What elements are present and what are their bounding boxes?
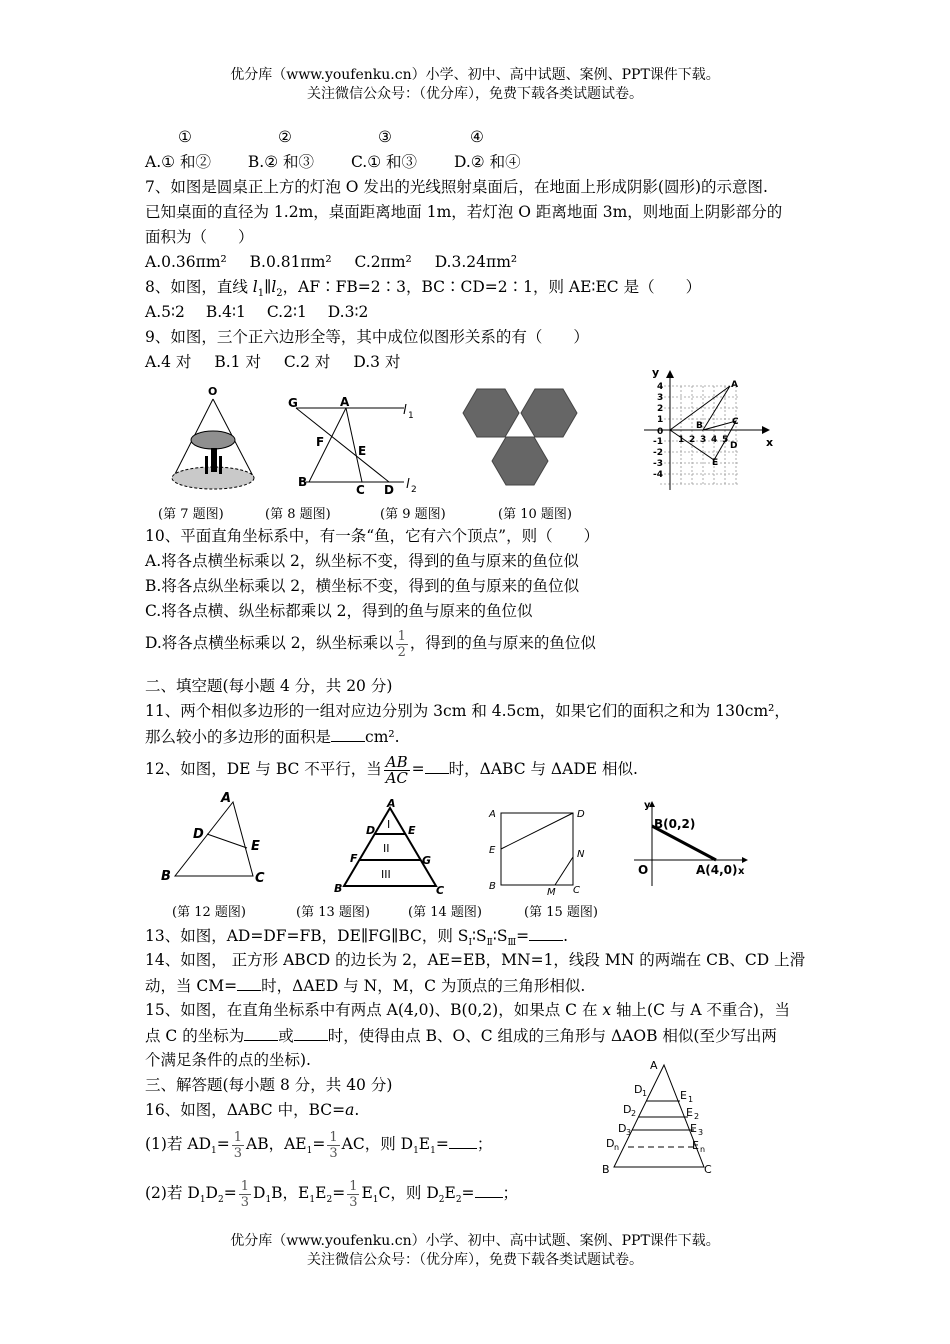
fig10-label-y: y: [652, 366, 660, 379]
fig15-label-b: B(0,2): [654, 817, 696, 831]
q15-line-1-b: 轴上(C 与 A 不重合)，当: [611, 1001, 790, 1019]
q7-line-3: 面积为（ ）: [145, 228, 254, 246]
q13-answer-blank[interactable]: [529, 924, 563, 941]
q16-part-2: [145, 1175, 518, 1218]
q10-frac-num: 1: [397, 628, 406, 644]
fig10-xtick: 2: [689, 435, 696, 445]
fig8-label-f: F: [316, 435, 325, 449]
q9-option-a: A.4 对: [145, 353, 192, 371]
fig8-line-ab: [309, 408, 346, 482]
fig12-label-a: A: [221, 791, 232, 806]
caption-fig-10: (第 10 题图): [498, 507, 572, 522]
fig16-label-d1-sub: 1: [642, 1089, 648, 1098]
section-2-title: 二、填空题(每小题 4 分，共 20 分): [145, 677, 393, 695]
q13-end: .: [563, 927, 569, 945]
figure-10: [640, 366, 780, 494]
figure-16: [598, 1055, 728, 1177]
fig16-label-dn: D: [606, 1137, 615, 1150]
fig10-xtick: 3: [700, 435, 707, 445]
fig8-label-l2: l: [406, 477, 410, 492]
fig15-label-a: A(4,0): [696, 863, 738, 877]
q11-line-2: [145, 725, 400, 748]
fig13-label-b: B: [334, 882, 343, 895]
q16-p2-sub: 1: [372, 1195, 379, 1206]
q14-line-2-a: 动，当 CM=: [145, 977, 238, 995]
q9-option-b: B.1 对: [214, 353, 261, 371]
circled-label-2: ②: [278, 128, 292, 146]
q8-l2: l: [271, 278, 277, 296]
q6-option-a: A.① 和②: [145, 153, 211, 171]
fig10-y-arrow: [666, 370, 674, 378]
q16-p2-fraction-1: [239, 1179, 251, 1210]
q9-stem: 9、如图，三个正六边形全等，其中成位似图形关系的有（ ）: [145, 328, 589, 346]
fig10-xtick: 5: [722, 435, 729, 445]
q11-answer-blank[interactable]: [331, 725, 365, 742]
q8-parallel: ∥: [264, 278, 272, 296]
q8-stem-b: ，AF∶FB=2∶3，BC∶CD=2∶1，则 AE∶EC 是（ ）: [282, 278, 702, 296]
q9-option-d: D.3 对: [353, 353, 401, 371]
fig12-label-b: B: [161, 869, 171, 884]
q15-line-1: [145, 999, 790, 1021]
fig8-label-g: G: [288, 396, 298, 410]
circled-label-3: ③: [378, 128, 392, 146]
fig12-label-d: D: [193, 827, 204, 842]
q8-option-b: B.4∶1: [205, 303, 246, 321]
q16-p2-sub: 2: [438, 1195, 445, 1206]
q10-option-a: A.将各点横坐标乘以 2，纵坐标不变，得到的鱼与原来的鱼位似: [145, 552, 579, 570]
fig7-table-leg-2: [205, 456, 208, 474]
fig14-label-n: N: [577, 849, 585, 860]
q16-stem-b: .: [354, 1101, 360, 1119]
fig10-xtick: 4: [711, 435, 718, 445]
header-line-1: 优分库（www.youfenku.cn）小学、初中、高中试题、案例、PPT课件下载。: [230, 67, 720, 83]
q12-eq: =: [411, 760, 425, 778]
q8-l1: l: [252, 278, 258, 296]
fig14-label-d: D: [577, 809, 585, 820]
fig14-label-m: M: [547, 887, 556, 898]
q16-p2-h: E: [444, 1184, 456, 1202]
q16-p1-sub: 1: [306, 1146, 313, 1157]
q13-sub-2: Ⅱ: [486, 938, 493, 949]
circled-label-1: ①: [178, 128, 192, 146]
section-3-title: 三、解答题(每小题 8 分，共 40 分): [145, 1076, 393, 1094]
fig8-label-l2-sub: 2: [411, 485, 417, 495]
q14-line-2: [145, 974, 585, 997]
q6-options: [145, 151, 521, 173]
q15-x: x: [602, 1001, 612, 1019]
q11-line-1: 11、两个相似多边形的一组对应边分别为 3cm 和 4.5cm，如果它们的面积之和为 130cm²，: [145, 702, 790, 720]
fig13-label-d: D: [366, 824, 376, 837]
fig10-ytick: -3: [653, 459, 663, 469]
fig8-label-l1: l: [403, 403, 407, 418]
fig15-segment-ab: [652, 826, 716, 860]
q16-p2-den: 3: [240, 1194, 249, 1210]
q15-line-3: 个满足条件的点的坐标).: [145, 1051, 311, 1069]
q16-stem-a: 16、如图，ΔABC 中，BC=: [145, 1101, 346, 1119]
fig9-hexagon-bottom: [492, 437, 548, 485]
q16-p2-sub: 1: [309, 1195, 316, 1206]
fig8-label-d: D: [384, 483, 394, 497]
fig16-label-e3: E: [690, 1122, 697, 1135]
fig10-label-c: C: [732, 417, 739, 427]
q16-p2-den: 3: [349, 1194, 358, 1210]
fig16-label-c: C: [704, 1163, 712, 1176]
caption-fig-14: (第 14 题图): [408, 905, 482, 920]
fig8-label-e: E: [358, 444, 367, 458]
fig16-label-a: A: [650, 1059, 658, 1072]
figure-14: [485, 803, 595, 898]
q12-fraction: [384, 752, 410, 787]
q16-p2-eq: =: [223, 1184, 237, 1202]
q16-p2-sub: 1: [199, 1195, 206, 1206]
fig7-tabletop: [191, 431, 235, 449]
q12-frac-num: AB: [385, 752, 408, 771]
header-line-2: 关注微信公众号：（优分库），免费下载各类试题试卷。: [307, 86, 643, 102]
q12-stem-b: 时，ΔABC 与 ΔADE 相似.: [448, 760, 638, 778]
circled-label-4: ④: [470, 128, 484, 146]
fig15-label-y: y: [644, 800, 651, 811]
q16-p2-answer-blank[interactable]: [475, 1181, 503, 1198]
fig15-x-arrow: [742, 857, 748, 863]
fig9-hexagon-left: [463, 389, 519, 437]
figure-8: [282, 388, 422, 500]
q16-p1-a: (1)若 AD: [145, 1135, 212, 1153]
q16-p1-num: 1: [233, 1129, 243, 1145]
q8-stem-a: 8、如图，直线: [145, 278, 253, 296]
q13-sep-2: ∶S: [492, 927, 508, 945]
figure-15: [630, 798, 755, 890]
fig15-label-x: x: [738, 866, 745, 877]
q10-option-d-b: ，得到的鱼与原来的鱼位似: [409, 634, 596, 652]
caption-fig-13: (第 13 题图): [296, 905, 370, 920]
fig10-ytick: 3: [657, 393, 664, 403]
caption-fig-12: (第 12 题图): [172, 905, 246, 920]
q16-p2-g: C，则 D: [378, 1184, 439, 1202]
fig12-label-e: E: [251, 839, 260, 854]
q15-line-2-c: 时，使得由点 B、O、C 组成的三角形与 ΔAOB 相似(至少写出两: [327, 1027, 777, 1045]
fig10-label-b: B: [696, 421, 703, 431]
figure-12: [155, 788, 275, 888]
fig10-ytick: 2: [657, 404, 664, 414]
q15-line-1-a: 15、如图，在直角坐标系中有两点 A(4,0)、B(0,2)，如果点 C 在: [145, 1001, 603, 1019]
q16-p1-eq: =: [216, 1135, 230, 1153]
q14-line-1: 14、如图， 正方形 ABCD 的边长为 2，AE=EB，MN=1，线段 MN 的两端在 CB、CD 上滑: [145, 951, 806, 969]
q13-stem-a: 13、如图，AD=DF=FB，DE∥FG∥BC，则 S: [145, 927, 469, 945]
fig10-ytick: 0: [657, 427, 664, 437]
q7-option-a: A.0.36πm²: [145, 253, 227, 271]
fig13-label-f: F: [350, 852, 358, 865]
q8-l2-sub: 2: [276, 288, 283, 300]
q16-p2-i: =: [461, 1184, 475, 1202]
q16-p2-b: D: [205, 1184, 218, 1202]
q14-line-2-b: 时，ΔAED 与 N，M，C 为顶点的三角形相似.: [261, 977, 586, 995]
q16-p1-answer-blank[interactable]: [449, 1132, 477, 1149]
q16-p1-sub: 1: [430, 1146, 436, 1157]
fig16-label-e1: E: [680, 1089, 687, 1102]
q8-option-a: A.5∶2: [145, 303, 185, 321]
q16-part-1: [145, 1126, 492, 1169]
fig14-line-mn: [555, 857, 573, 885]
q10-stem: 10、平面直角坐标系中，有一条“鱼，它有六个顶点”，则（ ）: [145, 527, 600, 545]
q10-option-d: [145, 628, 596, 660]
fig16-label-d3-sub: 3: [626, 1128, 632, 1137]
q6-option-d: D.② 和④: [453, 153, 521, 171]
q10-fraction: [396, 629, 408, 660]
fig13-label-c: C: [436, 884, 445, 897]
q16-p2-sub: 1: [265, 1195, 272, 1206]
q8-l1-sub: 1: [257, 288, 265, 300]
fig16-label-e1-sub: 1: [688, 1095, 694, 1104]
q10-option-b: B.将各点纵坐标乘以 2，横坐标不变，得到的鱼与原来的鱼位似: [145, 577, 580, 595]
q15-line-2-b: 或: [278, 1027, 294, 1045]
q15-line-2-a: 点 C 的坐标为: [145, 1027, 245, 1045]
figure-7: [165, 380, 265, 498]
q11-line-2-a: 那么较小的多边形的面积是: [145, 728, 332, 746]
q15-answer-blank-2[interactable]: [294, 1024, 328, 1041]
fig14-label-b: B: [489, 881, 496, 892]
q7-option-c: C.2πm²: [354, 253, 412, 271]
fig8-label-a: A: [340, 395, 350, 409]
q13-eq: =: [516, 927, 530, 945]
fig8-label-b: B: [298, 475, 308, 489]
q10-option-c: C.将各点横、纵坐标都乘以 2，得到的鱼与原来的鱼位似: [145, 602, 533, 620]
fig13-region-3: III: [381, 868, 391, 881]
q16-p1-num: 1: [329, 1129, 338, 1145]
q7-options: [145, 251, 517, 273]
caption-fig-9: (第 9 题图): [380, 507, 446, 522]
q16-p2-a: (2)若 D: [145, 1184, 200, 1202]
fig10-label-a: A: [731, 380, 738, 390]
fig8-label-c: C: [356, 483, 365, 497]
fig7-table-leg: [211, 448, 217, 472]
q16-p1-c: AC，则 D: [341, 1135, 414, 1153]
q16-p1-e: =: [435, 1135, 449, 1153]
fig15-label-o: O: [638, 863, 649, 877]
q16-p1-eq-2: =: [312, 1135, 326, 1153]
q16-p2-d2: B，E: [271, 1184, 310, 1202]
q16-p2-fraction-2: [347, 1179, 359, 1210]
fig16-label-d2-sub: 2: [631, 1109, 637, 1118]
fig12-line-de: [207, 834, 247, 848]
q16-p2-sub: 2: [455, 1195, 462, 1206]
q9-option-c: C.2 对: [283, 353, 331, 371]
q8-option-c: C.2∶1: [266, 303, 307, 321]
q16-p1-b: AB，AE: [246, 1135, 307, 1153]
q12-frac-den: AC: [385, 768, 408, 787]
fig13-label-g: G: [422, 854, 432, 867]
q16-p1-fraction-2: [327, 1130, 339, 1161]
fig16-label-d3: D: [618, 1122, 627, 1135]
fig10-ytick: 4: [657, 382, 664, 392]
q16-p1-sub: 1: [211, 1146, 217, 1157]
q6-option-c: C.① 和③: [350, 153, 418, 171]
fig16-label-en-sub: n: [700, 1145, 706, 1154]
fig14-label-e: E: [489, 845, 496, 856]
q12-stem-a: 12、如图，DE 与 BC 不平行，当: [145, 760, 382, 778]
q16-p2-end: ；: [502, 1184, 519, 1202]
q9-options: [145, 351, 400, 373]
q16-p2-sub: 2: [217, 1195, 224, 1206]
q16-p2-c: D: [253, 1184, 266, 1202]
fig13-region-2: II: [383, 842, 390, 855]
fig10-ytick: -4: [653, 470, 663, 480]
figure-13: [330, 798, 450, 898]
q16-p2-sub: 2: [326, 1195, 333, 1206]
q16-p1-sub: 1: [413, 1146, 419, 1157]
q12-answer-blank[interactable]: [425, 757, 449, 774]
fig16-label-e3-sub: 3: [698, 1128, 704, 1137]
footer-line-2: 关注微信公众号：（优分库），免费下载各类试题试卷。: [307, 1252, 643, 1268]
q8-option-d: D.3∶2: [327, 303, 369, 321]
q7-option-b: B.0.81πm²: [249, 253, 332, 271]
fig9-hexagon-right: [521, 389, 577, 437]
caption-fig-8: (第 8 题图): [265, 507, 331, 522]
caption-fig-15: (第 15 题图): [524, 905, 598, 920]
fig14-label-c: C: [573, 885, 580, 896]
fig16-label-dn-sub: n: [614, 1143, 620, 1152]
q16-p1-den: 3: [329, 1145, 338, 1161]
q16-p2-eq-2: =: [332, 1184, 346, 1202]
fig16-label-d1: D: [634, 1083, 643, 1096]
footer-line-1: 优分库（www.youfenku.cn）小学、初中、高中试题、案例、PPT课件下载。: [230, 1233, 720, 1249]
q16-p1-fraction-1: [232, 1130, 244, 1161]
fig12-triangle: [175, 802, 253, 876]
fig13-label-e: E: [408, 824, 416, 837]
q16-p1-d2: E: [418, 1135, 431, 1153]
q16-p2-e: E: [315, 1184, 327, 1202]
fig7-label-o: O: [208, 385, 218, 398]
q7-option-d: D.3.24πm²: [434, 253, 518, 271]
q13-sub-1: Ⅰ: [468, 938, 472, 949]
q13-sub-3: Ⅲ: [507, 938, 517, 949]
q10-frac-den: 2: [397, 644, 406, 660]
q7-line-1: 7、如图是圆桌正上方的灯泡 O 发出的光线照射桌面后，在地面上形成阴影(圆形)的示意图.: [145, 178, 768, 196]
fig10-ytick: 1: [657, 415, 664, 425]
fig10-ytick: -1: [653, 437, 663, 447]
fig8-label-l1-sub: 1: [408, 411, 414, 421]
fig16-label-en: E: [692, 1139, 699, 1152]
q16-p2-num: 1: [240, 1178, 249, 1194]
q15-line-2: [145, 1024, 777, 1047]
fig16-label-d2: D: [623, 1103, 632, 1116]
q16-p1-den: 3: [233, 1145, 243, 1161]
fig10-label-x: x: [766, 436, 774, 449]
q14-answer-blank[interactable]: [237, 974, 261, 991]
fig10-label-d: D: [730, 441, 738, 451]
q16-p2-f: E: [361, 1184, 373, 1202]
q16-p1-end: ；: [476, 1135, 493, 1153]
fig14-label-a: A: [489, 809, 496, 820]
fig7-table-leg-3: [219, 456, 222, 474]
figure-9: [455, 383, 595, 495]
q13-sep-1: ∶S: [472, 927, 487, 945]
caption-fig-7: (第 7 题图): [158, 507, 224, 522]
fig13-label-a: A: [387, 798, 396, 810]
fig10-ytick: -2: [653, 448, 663, 458]
q16-p2-num: 1: [349, 1178, 358, 1194]
q6-option-b: B.② 和③: [247, 153, 315, 171]
q10-option-d-a: D.将各点横坐标乘以 2，纵坐标乘以: [145, 634, 394, 652]
q8-options: [145, 301, 368, 323]
q12-stem: [145, 752, 638, 786]
fig8-line-gd: [296, 408, 389, 482]
fig14-line-ed: [501, 813, 573, 849]
fig10-label-e: E: [712, 458, 719, 468]
fig16-label-b: B: [602, 1163, 610, 1176]
fig16-label-e2-sub: 2: [694, 1112, 700, 1121]
q11-line-2-b: cm².: [365, 728, 400, 746]
fig10-xtick: 1: [678, 435, 685, 445]
q15-answer-blank-1[interactable]: [244, 1024, 278, 1041]
q7-line-2: 已知桌面的直径为 1.2m，桌面距离地面 1m，若灯泡 O 距离地面 3m，则地面上阴影部分的: [145, 203, 783, 221]
q16-stem: [145, 1099, 359, 1121]
q16-a: a: [345, 1101, 355, 1119]
fig13-region-1: I: [387, 818, 391, 831]
fig12-label-c: C: [255, 871, 265, 886]
fig16-label-e2: E: [686, 1106, 693, 1119]
fig10-x-arrow: [762, 426, 770, 434]
